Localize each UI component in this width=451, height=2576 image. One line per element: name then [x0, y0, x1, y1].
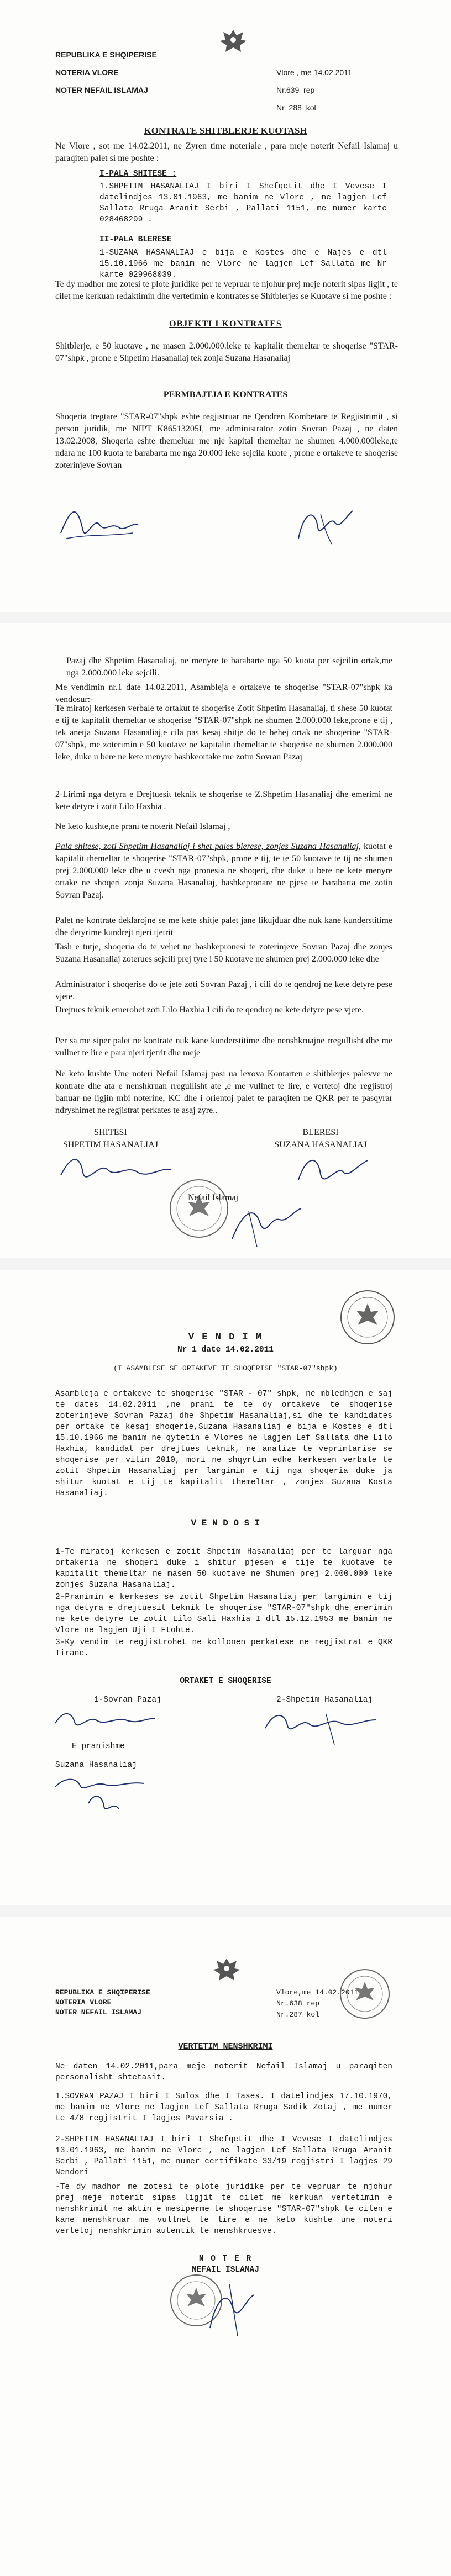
- verification-person-2: 2-SHPETIM HASANALIAJ I biri I Shefqetit dhe I Vevese I datelindjes 13.01.1963, me banim ne Vlore , ne lagjen Lef Sallata Rruga Aranit Serbi , Pallati 1151, me numer certifikate 33/19 regjistri I lagjes 29 Nendori: [55, 2135, 392, 2177]
- decision-number: Nr 1 date 14.02.2011: [177, 1345, 274, 1354]
- parties-declaration: Te dy madhor me zotesi te plote juridike per te vepruar te njohur prej meje noterit sipas ligjit , te cilet me kerkuan redaktimin dhe vertetimin e kontrates se Shitblerjes se Kuotave si me poshte :: [55, 279, 398, 301]
- present-label: E pranishme: [72, 1742, 125, 1751]
- header-office: NOTERIA VLORE: [55, 68, 119, 77]
- verification-statement: -Te dy madhor me zotesi te plote juridike per te vepruar te njohur prej meje noterit sipas ligjit te cilet me kerkuan vertetimin e nenshkrimit ne aktin e mesiperme te shoqerise "STAR-07"shpk te cilen e kane nenshkruar me vullnet te lire e ne keto kushte une noteri vertetoj nenshkrimin autentik te nenshkruesve.: [55, 2183, 392, 2236]
- p2-para9: Administrator i shoqerise do te jete zoti Sovran Pazaj , i cili do te qendroj ne kete detyre pese vjete.: [55, 980, 392, 1001]
- header-date: Vlore , me 14.02.2011: [276, 68, 352, 77]
- decision-intro: Asambleja e ortakeve te shoqerise "STAR - 07" shpk, ne mbledhjen e saj te dates 14.02.2011 ,ne prani te te dy ortakeve te shoqerise zoterinjeve Sovran Pazaj dhe Shpetim Hasanaliaj,si dhe te kandidates per ortake te kesaj shoqerie,Suzana Hasanaliaj e bija e Kostes e dtl 15.10.1966 me banim ne qytetin e Vlores ne lagjen Lef Sallata dhe Lilo Haxhia, kandidat per drejtues teknik, ne analize te veprimtarise se shoqerise per vitin 2010, mori ne shqyrtim edhe kerkesen verbale te zotit Shpetim Hasanaliaj per largimin e tij nga shoqeria duke ja shitur kuotat e tij te kapitalit themeltar , zonjes Suzana Kosta Hasanaliaj.: [55, 1390, 392, 1498]
- decision-title: V E N D I M: [188, 1332, 263, 1343]
- buyer-heading: II-PALA BLERESE: [99, 235, 172, 244]
- notary-name-p2: Nefail Islamaj: [188, 1193, 239, 1202]
- p4-header-office: NOTERIA VLORE: [55, 1998, 112, 2007]
- eagle-emblem-icon: [210, 1954, 243, 1985]
- object-heading: OBJEKTI I KONTRATES: [169, 319, 282, 329]
- header-country: REPUBLIKA E SHQIPERISE: [55, 50, 157, 59]
- object-text: Shitblerje, e 50 kuotave , ne masen 2.000.000.leke te kapitalit themeltar te shoqerise "STAR-07"shpk , prone e Shpetim Hasanaliaj tek zonja Suzana Hasanaliaj: [55, 341, 398, 363]
- seller-signature: [55, 500, 144, 550]
- header-rep: Nr.639_rep: [276, 86, 315, 94]
- p2-para1: Pazaj dhe Shpetim Hasanaliaj, ne menyre te barabarte nga 50 kuota per sejcilin ortak,me nga 2.000.000 leke sejcili.: [66, 656, 392, 678]
- buyer-signature: [287, 500, 365, 550]
- eagle-emblem-icon: [217, 25, 250, 56]
- content-text: Shoqeria tregtare "STAR-07"shpk eshte regjistruar ne Qendren Kombetare te Regjistrimit , si person juridik, me NIPT K86513205I, me administrator zotin Sovran Pazaj , ne daten 13.02.2008, Shoqeria eshte themeluar me nje kapital themeltar ne shumen 4.000.000leke,te ndara ne 100 kuota te barabarta me nga 20.000 leke sejcila kuote , prone e ortakeve te shoqerise zoterinjeve Sovran: [55, 412, 398, 470]
- header-notary: NOTER NEFAIL ISLAMAJ: [55, 86, 148, 94]
- decision-item-2: 2-Pranimin e kerkeses se zotit Shpetim Hasanaliaj per largimin e tij nga detyra e drejtuesit teknik te shoqerise "STAR-07"shpk dhe emerimin ne kete detyre te zotit Lilo Sali Haxhia I dtl 15.12.1953 me banim ne Vlore ne lagjen Uji I Ftohte.: [55, 1593, 392, 1635]
- present-name: Suzana Hasanaliaj: [55, 1761, 137, 1770]
- present-signature: [50, 1770, 160, 1825]
- notary-signature-p2: [227, 1200, 310, 1250]
- page-contract-2: [0, 623, 451, 1258]
- verification-intro: Ne daten 14.02.2011,para meje noterit Nefail Islamaj u paraqiten personalisht shtetasit.: [55, 2062, 392, 2082]
- notary-signature-p4: [199, 2278, 265, 2339]
- p2-para11: Per sa me siper palet ne kontrate nuk kane kunderstitime dhe nenshkruajne rregullisht dhe me vullnet te lire e para njeri tjetrit dhe meje: [55, 1036, 392, 1058]
- p4-header-rep: Nr.638 rep: [276, 1999, 320, 2008]
- p4-header-date: Vlore,me 14.02.2011: [276, 1988, 359, 1997]
- noter-label: N O T E R: [198, 2255, 253, 2263]
- p2-para4: 2-Lirimi nga detyra e Drejtuesit teknik te shoqerise te Z.Shpetim Hasanaliaj dhe emerimi ne kete detyre i zotit Lilo Haxhia .: [55, 790, 392, 811]
- decision-subtitle: (I ASAMBLESE SE ORTAKEVE TE SHOQERISE "STAR-07"shpk): [113, 1364, 338, 1373]
- p2-para5: Ne keto kushte,ne prani te noterit Nefail Islamaj ,: [55, 822, 230, 831]
- p2-para7: Palet ne kontrate deklarojne se me kete shitje palet jane likujduar dhe nuk kane kunderstitime dhe detyrime kundrejt njeri tjetrit: [55, 916, 392, 937]
- page-decision: [0, 1270, 451, 1905]
- p2-para6: [55, 841, 392, 901]
- p2-para2: Me vendimin nr.1 date 14.02.2011, Asambleja e ortakeve te shoqerise "STAR-07"shpk ka vendosur:-: [55, 683, 392, 704]
- decision-item-3: 3-Ky vendim te regjistrohet ne kollonen perkatese ne regjistrat e QKR Tirane.: [55, 1638, 392, 1658]
- notary-stamp-icon: [337, 1966, 392, 2021]
- partners-heading: ORTAKET E SHOQERISE: [180, 1677, 271, 1686]
- contract-intro: Ne Vlore , sot me 14.02.2011, ne Zyren time noteriale , para meje noterit Nefail Islamaj u paraqiten palet si me poshte :: [55, 141, 398, 163]
- p2-para3: Te miratoj kerkesen verbale te ortakut te shoqerise Zotit Shpetim Hasanaliaj, ti shese 50 kuotat e tij te kapitalit themeltar te shoqerise "STAR-07"shpk ne shumen 2.000.000 leke,prone e tij , tek anetja Suzana Hasanaliaj,e cila pas kesaj shitje do te behej ortak ne shoqerine "STAR-07"shpk, me zoterimin e 50 kuotave ne kapitalin themeltar te shoqerise ne shumen 2.000.000 leke, duke u bere ne kete menyre bashkeortake me zotin Sovran Pazaj: [55, 704, 392, 762]
- partner-2-signature: [260, 1703, 381, 1748]
- sig-left-name: SHPETIM HASANALIAJ: [62, 1140, 158, 1149]
- partner-1-signature: [50, 1701, 160, 1740]
- page-separator: [0, 612, 451, 623]
- partner-2-label: 2-Shpetim Hasanaliaj: [276, 1696, 373, 1704]
- p2-para10: Drejtues teknik emerohet zoti Lilo Haxhia I cili do te qendroj ne kete detyre pese vjete.: [55, 1005, 364, 1015]
- page-separator: [0, 1905, 451, 1917]
- sig-left-label: SHITESI: [94, 1128, 127, 1137]
- sig-right-label: BLERESI: [302, 1128, 339, 1137]
- verification-person-1: 1.SOVRAN PAZAJ I biri I Sulos dhe I Tases. I datelindjes 17.10.1970, me banim ne Vlore ne lagjen Lef Sallata Rruga Sadik Zotaj , me numer te 4/8 regjistrit I lagjes Pavarsia .: [55, 2092, 392, 2123]
- p4-header-country: REPUBLIKA E SHQIPERISE: [55, 1988, 150, 1997]
- content-heading: PERMBAJTJA E KONTRATES: [163, 390, 288, 399]
- p2-para8: Tash e tutje, shoqeria do te vehet ne bashkepronesi te zoterinjeve Sovran Pazaj dhe zonjes Suzana Hasanaliaj zoterues sejcili prej tyre i 50 kuotave ne shumen prej 2.000.000 leke dhe: [55, 942, 392, 964]
- notary-stamp-icon: [166, 1175, 232, 1242]
- header-kol: Nr_288_kol: [276, 103, 316, 112]
- p2-para6-underlined: Pala shitese, zoti Shpetim Hasanaliaj i shet pales blerese, zonjes Suzana Hasanaliaj,: [55, 842, 361, 851]
- seller-details: 1.SHPETIM HASANALIAJ I biri I Shefqetit dhe I Vevese I datelindjes 13.01.1963, me banim ne Vlore , ne lagjen Lef Sallata Rruga Aranit Serbi , Pallati 1151, me numer karte 028468299 .: [99, 182, 387, 224]
- decide-heading: V E N D O S I: [191, 1518, 260, 1528]
- contract-title: KONTRATE SHITBLERJE KUOTASH: [144, 125, 307, 136]
- p2-para12: Ne keto kushte Une noteri Nefail Islamaj pasi ua lexova Kontarten e shitblerjes palevve ne kontrate dhe ata e nenshkruan rregullisht ate ,e me vullnet te lire, e vertetoj dhe regjistroj banuar ne ligjin mbi noterine, KC dhe i orientoj palet te paraqiten ne QKR per te pasqyrar ndryshimet ne regjistrat perkates te asaj zyre..: [55, 1069, 392, 1115]
- partner-1-label: 1-Sovran Pazaj: [94, 1696, 161, 1704]
- noter-name: NEFAIL ISLAMAJ: [192, 2266, 259, 2274]
- p4-header-notary: NOTER NEFAIL ISLAMAJ: [55, 2008, 142, 2017]
- page-contract-1: [0, 0, 451, 612]
- decision-item-1: 1-Te miratoj kerkesen e zotit Shpetim Hasanaliaj per te larguar nga ortakeria ne shoqeri duke i shitur pjesen e tije te kuotave te kapitalit themeltar ne masen 50 kuotave ne Shumen prej 2.000.000 leke zonjes Suzana Hasanaliaj.: [55, 1548, 392, 1590]
- page-signature-verification: [0, 1917, 451, 2576]
- page-separator: [0, 1258, 451, 1270]
- verification-title: VERTETIM NENSHKRIMI: [178, 2042, 273, 2051]
- seller-signature-p2: [55, 1148, 177, 1192]
- p4-header-kol: Nr.287 kol: [276, 2010, 320, 2019]
- seller-heading: I-PALA SHITESE :: [99, 170, 177, 178]
- p2-para6-rest: kuotat e kapitalit themeltar te shoqerise "STAR-07"shpk, prone e tij, te te 50 kuotave te tij ne shumen prej 2.000.000 leke dhe u cvesh nga pronesia ne shoqeri, dhe duke u bere ne kete menyre ortake ne shoqeri zonja Suzana Hasanaliaj, bashkepronare ne pjese te barabarta me zotin Sovran Pazaj.: [55, 842, 393, 900]
- sig-right-name: SUZANA HASANALIAJ: [274, 1140, 367, 1149]
- buyer-details: 1-SUZANA HASANALIAJ e bija e Kostes dhe e Najes e dtl 15.10.1966 me banim ne Vlore ne lagjen Lef Sallata me Nr karte 029968039.: [99, 249, 387, 279]
- buyer-signature-p2: [287, 1147, 376, 1196]
